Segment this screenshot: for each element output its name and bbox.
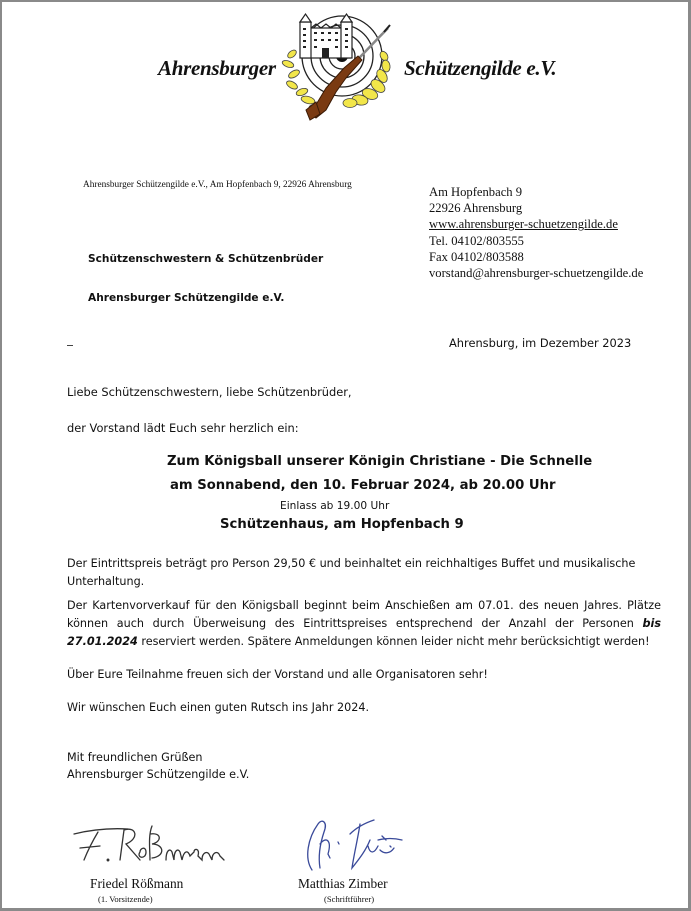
sender-return-address: Ahrensburger Schützengilde e.V., Am Hopfenbach 9, 22926 Ahrensburg (83, 180, 352, 190)
thanks-paragraph: Über Eure Teilnahme freuen sich der Vorstand und alle Organisatoren sehr! (67, 668, 488, 681)
signatory-name-2: Matthias Zimber (298, 876, 388, 891)
closing-greeting: Mit freundlichen Grüßen (67, 751, 203, 764)
contact-block (429, 184, 643, 281)
recipient-line-1: Schützenschwestern & Schützenbrüder (88, 253, 324, 265)
club-name-left: Ahrensburger (158, 56, 276, 80)
signature-image-1 (70, 820, 232, 870)
price-paragraph: Der Eintrittspreis beträgt pro Person 29,50 € und beinhaltet ein reichhaltiges Buffet und musikalische Unterhaltung. (67, 557, 636, 588)
contact-fax: Fax 04102/803588 (429, 249, 524, 264)
contact-email: vorstand@ahrensburger-schuetzengilde.de (429, 266, 644, 281)
event-title: Zum Königsball unserer Königin Christiane - Die Schnelle (167, 454, 593, 469)
fold-mark (67, 345, 73, 346)
castle-icon (300, 14, 352, 58)
signatory-role-2: (Schriftführer) (324, 894, 375, 904)
contact-city: 22926 Ahrensburg (429, 201, 523, 216)
signature-image-2 (298, 814, 406, 874)
presale-paragraph (67, 597, 661, 651)
date-line: Ahrensburg, im Dezember 2023 (449, 336, 632, 350)
wishes-paragraph: Wir wünschen Euch einen guten Rutsch ins Jahr 2024. (67, 701, 370, 714)
presale-text-2: reserviert werden. Spätere Anmeldungen können leider nicht mehr berücksichtigt werden! (137, 635, 650, 648)
contact-phone: Tel. 04102/803555 (429, 233, 524, 248)
presale-text-1: Der Kartenvorverkauf für den Königsball beginnt beim Anschießen am 07.01. des neuen Jahres. Plätze können auch durch Überweisung des Eintrittspreises entsprechend der Anzahl der Personen (67, 599, 661, 630)
event-date-time: am Sonnabend, den 10. Februar 2024, ab 20.00 Uhr (170, 478, 556, 493)
website-link[interactable]: www.ahrensburger-schuetzengilde.de (429, 217, 618, 232)
signatory-role-1: (1. Vorsitzende) (98, 894, 153, 904)
invitation-intro: der Vorstand lädt Euch sehr herzlich ein: (67, 421, 299, 435)
club-name-right: Schützengilde e.V. (404, 56, 557, 80)
signatory-name-1: Friedel Rößmann (90, 876, 184, 891)
event-admission: Einlass ab 19.00 Uhr (280, 500, 390, 512)
presale-deadline: bis 27.01.2024 (67, 617, 661, 648)
salutation: Liebe Schützenschwestern, liebe Schützenbrüder, (67, 385, 352, 399)
event-venue: Schützenhaus, am Hopfenbach 9 (220, 517, 464, 532)
recipient-line-2: Ahrensburger Schützengilde e.V. (88, 292, 285, 304)
closing-organization: Ahrensburger Schützengilde e.V. (67, 768, 250, 781)
club-emblem-icon (280, 10, 398, 122)
contact-street: Am Hopfenbach 9 (429, 185, 523, 199)
